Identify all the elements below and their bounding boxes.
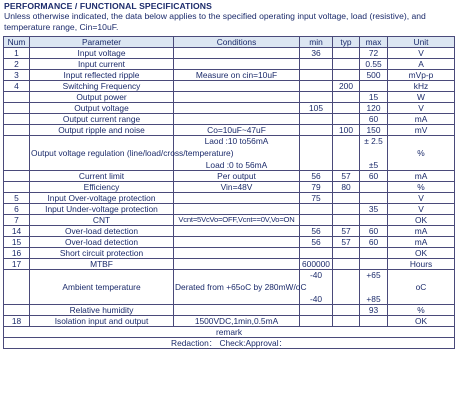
cell-max: 0.55 — [360, 59, 388, 70]
cell-typ — [333, 305, 360, 316]
cell-max: 60 — [360, 226, 388, 237]
cell-param: Isolation input and output — [30, 316, 174, 327]
cell-typ: 57 — [333, 226, 360, 237]
table-row — [4, 125, 455, 136]
cell-unit: mA — [388, 237, 455, 248]
cell-typ — [333, 204, 360, 215]
cell-cond: Vin=48V — [174, 182, 300, 193]
header-unit: Unit — [388, 37, 455, 48]
spec-table — [3, 36, 455, 349]
cell-max — [360, 316, 388, 327]
cell-cond: Derated from +65oC by 280mW/oC — [174, 270, 300, 305]
cell-typ — [333, 193, 360, 204]
cell-cond — [174, 193, 300, 204]
cell-max: 60 — [360, 114, 388, 125]
cell-max — [360, 136, 388, 171]
cell-unit: W — [388, 92, 455, 103]
table-row — [4, 305, 455, 316]
cell-unit: mA — [388, 171, 455, 182]
cell-max — [360, 215, 388, 226]
table-row-regulation — [4, 136, 455, 171]
table-row — [4, 193, 455, 204]
cell-max — [360, 182, 388, 193]
cell-param: Efficiency — [30, 182, 174, 193]
header-max: max — [360, 37, 388, 48]
header-conditions: Conditions — [174, 37, 300, 48]
cell-num: 4 — [4, 81, 30, 92]
header-typ: typ — [333, 37, 360, 48]
cell-num — [4, 270, 30, 305]
cell-num — [4, 305, 30, 316]
cell-num: 18 — [4, 316, 30, 327]
cell-max — [360, 81, 388, 92]
cell-cond: Measure on cin=10uF — [174, 70, 300, 81]
cond-line-2: Load :0 to 56mA — [205, 160, 268, 170]
cell-unit: OK — [388, 215, 455, 226]
cell-num: 15 — [4, 237, 30, 248]
max-line-2: +85 — [366, 294, 381, 304]
cell-param: Ambient temperature — [30, 270, 174, 305]
page-title: PERFORMANCE / FUNCTIONAL SPECIFICATIONS — [4, 1, 212, 11]
cell-max — [360, 259, 388, 270]
cell-cond: Co=10uF~47uF — [174, 125, 300, 136]
footer-row — [4, 338, 455, 349]
cell-cond — [174, 114, 300, 125]
cell-min — [300, 114, 333, 125]
cell-param: Relative humidity — [30, 305, 174, 316]
cell-cond — [174, 48, 300, 59]
cell-min: 79 — [300, 182, 333, 193]
cell-num: 16 — [4, 248, 30, 259]
cell-num: 2 — [4, 59, 30, 70]
cell-unit: V — [388, 204, 455, 215]
cell-num: 6 — [4, 204, 30, 215]
cell-typ — [333, 316, 360, 327]
table-header-row — [4, 37, 455, 48]
remark-cell: remark — [4, 327, 455, 338]
footer-cell: Redaction： Check:Approval： — [4, 338, 455, 349]
cell-max: 72 — [360, 48, 388, 59]
header-parameter: Parameter — [30, 37, 174, 48]
table-row — [4, 103, 455, 114]
cell-param: Over-load detection — [30, 237, 174, 248]
table-row — [4, 182, 455, 193]
cell-num: 3 — [4, 70, 30, 81]
cell-typ — [333, 70, 360, 81]
table-row — [4, 248, 455, 259]
cell-unit: Hours — [388, 259, 455, 270]
cell-min — [300, 81, 333, 92]
cell-max: 93 — [360, 305, 388, 316]
cell-param: Short circuit protection — [30, 248, 174, 259]
cell-num — [4, 125, 30, 136]
cell-min: 600000 — [300, 259, 333, 270]
cell-typ — [333, 248, 360, 259]
cell-unit: mVp-p — [388, 70, 455, 81]
cell-num — [4, 182, 30, 193]
table-row — [4, 215, 455, 226]
cell-max: 120 — [360, 103, 388, 114]
table-row — [4, 316, 455, 327]
cell-typ: 80 — [333, 182, 360, 193]
cell-unit: oC — [388, 270, 455, 305]
cell-cond — [174, 92, 300, 103]
cell-min: 75 — [300, 193, 333, 204]
cell-max: 150 — [360, 125, 388, 136]
cell-min — [300, 136, 333, 171]
cell-cond: Vcnt=5VсVo=OFF,Vcnt==0V,Vo=ON — [174, 215, 300, 226]
cell-param: Output voltage — [30, 103, 174, 114]
cell-min: 56 — [300, 171, 333, 182]
cell-param: Input voltage — [30, 48, 174, 59]
cell-unit: V — [388, 193, 455, 204]
cond-line-1: Laod :10 to56mA — [204, 136, 269, 146]
cell-cond — [174, 305, 300, 316]
table-row — [4, 92, 455, 103]
cell-cond: Per output — [174, 171, 300, 182]
cell-min: 56 — [300, 226, 333, 237]
cell-num: 7 — [4, 215, 30, 226]
cell-min — [300, 125, 333, 136]
cell-cond — [174, 59, 300, 70]
intro-text: Unless otherwise indicated, the data below applies to the specified operating input voltage, load (resistive), and temperature range, Cin=10uF. — [4, 11, 426, 32]
cell-typ — [333, 48, 360, 59]
cell-typ: 200 — [333, 81, 360, 92]
cell-num — [4, 103, 30, 114]
remark-row — [4, 327, 455, 338]
table-row — [4, 171, 455, 182]
max-line-1: +65 — [366, 270, 381, 280]
cell-param: Input Under-voltage protection — [30, 204, 174, 215]
cell-cond — [174, 81, 300, 92]
cell-max: 35 — [360, 204, 388, 215]
table-row-ambient — [4, 270, 455, 305]
cell-typ: 57 — [333, 171, 360, 182]
cell-max — [360, 270, 388, 305]
cell-min — [300, 305, 333, 316]
table-row — [4, 259, 455, 270]
cell-unit: V — [388, 103, 455, 114]
cell-cond — [174, 259, 300, 270]
cell-unit: % — [388, 182, 455, 193]
cell-typ: 57 — [333, 237, 360, 248]
cell-unit: OK — [388, 316, 455, 327]
cell-unit: % — [388, 305, 455, 316]
cell-param: Input current — [30, 59, 174, 70]
cell-max: 500 — [360, 70, 388, 81]
table-row — [4, 48, 455, 59]
min-line-2: -40 — [309, 294, 323, 304]
cell-num: 1 — [4, 48, 30, 59]
cell-num: 14 — [4, 226, 30, 237]
table-row — [4, 70, 455, 81]
cell-num — [4, 114, 30, 125]
cell-unit: A — [388, 59, 455, 70]
table-row — [4, 226, 455, 237]
header-min: min — [300, 37, 333, 48]
cell-unit: mV — [388, 125, 455, 136]
table-row — [4, 59, 455, 70]
cell-num: 5 — [4, 193, 30, 204]
cell-min — [300, 248, 333, 259]
cell-param: Output voltage regulation (line/load/cross/temperature) — [30, 136, 174, 171]
cell-typ — [333, 136, 360, 171]
cell-min — [300, 70, 333, 81]
cell-param: Input Over-voltage protection — [30, 193, 174, 204]
cell-min — [300, 204, 333, 215]
max-line-1: ± 2.5 — [364, 136, 383, 146]
cell-cond — [174, 248, 300, 259]
cell-cond — [174, 103, 300, 114]
cell-typ — [333, 92, 360, 103]
cell-param: Current limit — [30, 171, 174, 182]
cell-min: 56 — [300, 237, 333, 248]
cell-cond: 1500VDC,1min,0.5mA — [174, 316, 300, 327]
min-line-1: -40 — [309, 270, 323, 280]
cell-typ — [333, 259, 360, 270]
cell-num — [4, 92, 30, 103]
cell-num: 17 — [4, 259, 30, 270]
cell-typ — [333, 103, 360, 114]
cell-max — [360, 193, 388, 204]
cell-typ: 100 — [333, 125, 360, 136]
cell-min — [300, 92, 333, 103]
cell-min: 105 — [300, 103, 333, 114]
cell-unit: OK — [388, 248, 455, 259]
max-line-2: ±5 — [368, 160, 379, 170]
cell-typ — [333, 59, 360, 70]
cell-param: Output current range — [30, 114, 174, 125]
cell-max: 15 — [360, 92, 388, 103]
cell-min: 36 — [300, 48, 333, 59]
header-num: Num — [4, 37, 30, 48]
cell-min — [300, 59, 333, 70]
cell-unit: mA — [388, 226, 455, 237]
cell-param: CNT — [30, 215, 174, 226]
cell-typ — [333, 270, 360, 305]
cell-typ — [333, 114, 360, 125]
cell-typ — [333, 215, 360, 226]
cell-param: Input reflected ripple — [30, 70, 174, 81]
cell-unit: % — [388, 136, 455, 171]
cell-max — [360, 248, 388, 259]
cell-num — [4, 171, 30, 182]
cell-max: 60 — [360, 171, 388, 182]
cell-unit: V — [388, 48, 455, 59]
table-row — [4, 204, 455, 215]
cell-cond — [174, 204, 300, 215]
table-row — [4, 237, 455, 248]
cell-cond — [174, 237, 300, 248]
cell-min — [300, 316, 333, 327]
cell-param: Switching Frequency — [30, 81, 174, 92]
table-row — [4, 114, 455, 125]
cell-cond — [174, 226, 300, 237]
cell-max: 60 — [360, 237, 388, 248]
cell-param: MTBF — [30, 259, 174, 270]
cell-unit: mA — [388, 114, 455, 125]
cell-num — [4, 136, 30, 171]
table-row — [4, 81, 455, 92]
cell-param: Output ripple and noise — [30, 125, 174, 136]
cell-unit: kHz — [388, 81, 455, 92]
cell-min — [300, 215, 333, 226]
cell-param: Output power — [30, 92, 174, 103]
cell-param: Over-load detection — [30, 226, 174, 237]
